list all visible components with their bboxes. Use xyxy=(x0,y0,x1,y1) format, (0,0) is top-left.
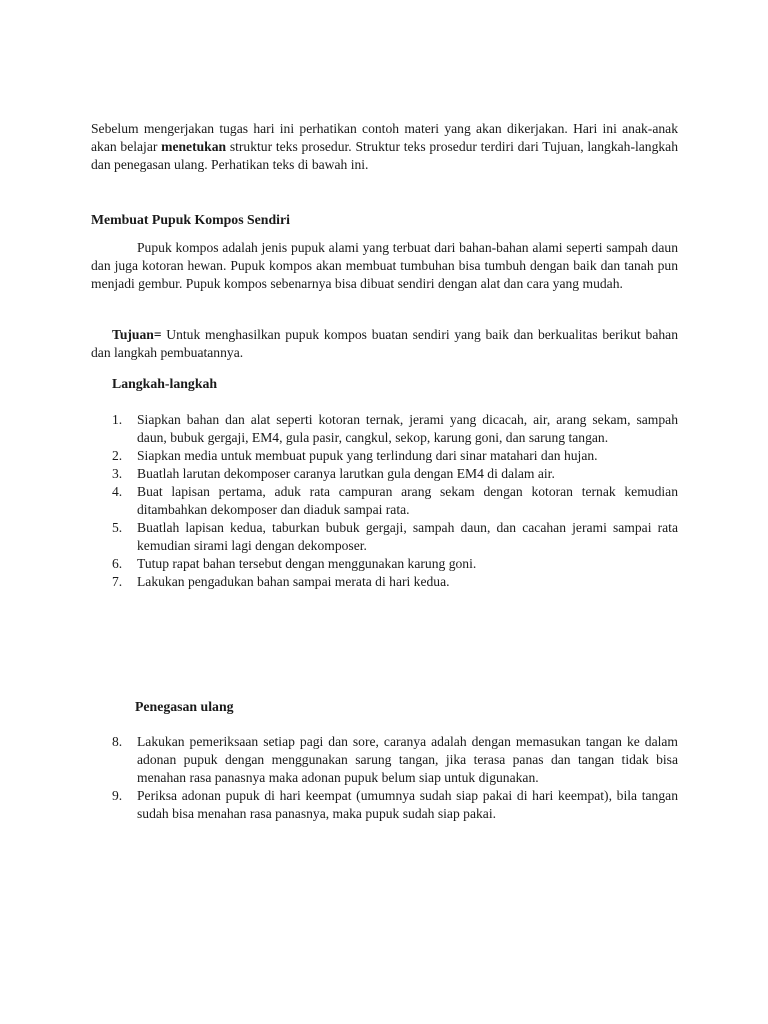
list-item xyxy=(91,733,678,787)
list-item xyxy=(91,483,678,519)
steps-heading: Langkah-langkah xyxy=(112,376,218,391)
list-item-number: 8. xyxy=(112,734,123,749)
reaffirm-heading: Penegasan ulang xyxy=(135,699,234,714)
list-item-text: Tutup rapat bahan tersebut dengan menggunakan karung goni. xyxy=(137,556,477,571)
list-item xyxy=(91,787,678,823)
list-item-number: 7. xyxy=(112,574,123,589)
list-item xyxy=(91,519,678,555)
steps-list xyxy=(91,411,678,591)
list-item xyxy=(91,465,678,483)
list-item-number: 4. xyxy=(112,484,123,499)
list-item xyxy=(91,447,678,465)
list-item-text: Siapkan bahan dan alat seperti kotoran ternak, jerami yang dicacah, air, arang sekam, sampah daun, bubuk gergaji, EM4, gula pasir, cangkul, sekop, karung goni, dan sarung tangan. xyxy=(137,412,678,445)
intro-text-1: Sebelum mengerjakan tugas hari ini perhatikan contoh materi yang akan dikerjakan. Hari ini anak-anak akan belajar xyxy=(91,121,678,154)
list-item-number: 6. xyxy=(112,556,123,571)
list-item-text: Buatlah lapisan kedua, taburkan bubuk gergaji, sampah daun, dan cacahan jerami sampai rata kemudian sirami lagi dengan dekomposer. xyxy=(137,520,678,553)
list-item-text: Buat lapisan pertama, aduk rata campuran arang sekam dengan kotoran ternak kemudian ditambahkan dekomposer dan diaduk sampai rata. xyxy=(137,484,678,517)
list-item-number: 3. xyxy=(112,466,123,481)
list-item-number: 5. xyxy=(112,520,123,535)
intro-paragraph xyxy=(91,120,678,174)
intro-text-2: struktur teks prosedur. Struktur teks prosedur terdiri dari Tujuan, langkah-langkah dan penegasan ulang. Perhatikan teks di bawah ini. xyxy=(91,139,678,172)
list-item-text: Lakukan pemeriksaan setiap pagi dan sore, caranya adalah dengan memasukan tangan ke dalam adonan pupuk dengan menggunakan sarung tangan, jika terasa panas dan tangan tidak bisa menahan rasa panasnya maka adonan pupuk belum siap untuk digunakan. xyxy=(137,734,678,785)
list-item-number: 9. xyxy=(112,788,123,803)
list-item-text: Lakukan pengadukan bahan sampai merata di hari kedua. xyxy=(137,574,450,589)
description-paragraph: Pupuk kompos adalah jenis pupuk alami yang terbuat dari bahan-bahan alami seperti sampah daun dan juga kotoran hewan. Pupuk kompos akan membuat tumbuhan bisa tumbuh dengan baik dan tanah pun menjadi gembur. Pupuk kompos sebenarnya bisa dibuat sendiri dengan alat dan cara yang mudah. xyxy=(91,240,678,291)
reaffirm-list xyxy=(91,733,678,823)
tujuan-paragraph xyxy=(91,326,678,362)
list-item-number: 2. xyxy=(112,448,123,463)
list-item-text: Siapkan media untuk membuat pupuk yang terlindung dari sinar matahari dan hujan. xyxy=(137,448,598,463)
tujuan-label: Tujuan= xyxy=(112,327,162,342)
intro-bold-word: menetukan xyxy=(161,139,227,154)
list-item-text: Periksa adonan pupuk di hari keempat (umumnya sudah siap pakai di hari keempat), bila tangan sudah bisa menahan rasa panasnya, maka pupuk sudah siap pakai. xyxy=(137,788,678,821)
list-item xyxy=(91,555,678,573)
document-title: Membuat Pupuk Kompos Sendiri xyxy=(91,212,290,227)
list-item-number: 1. xyxy=(112,412,123,427)
tujuan-text: Untuk menghasilkan pupuk kompos buatan sendiri yang baik dan berkualitas berikut bahan dan langkah pembuatannya. xyxy=(91,327,678,360)
list-item xyxy=(91,573,678,591)
list-item xyxy=(91,411,678,447)
list-item-text: Buatlah larutan dekomposer caranya larutkan gula dengan EM4 di dalam air. xyxy=(137,466,555,481)
